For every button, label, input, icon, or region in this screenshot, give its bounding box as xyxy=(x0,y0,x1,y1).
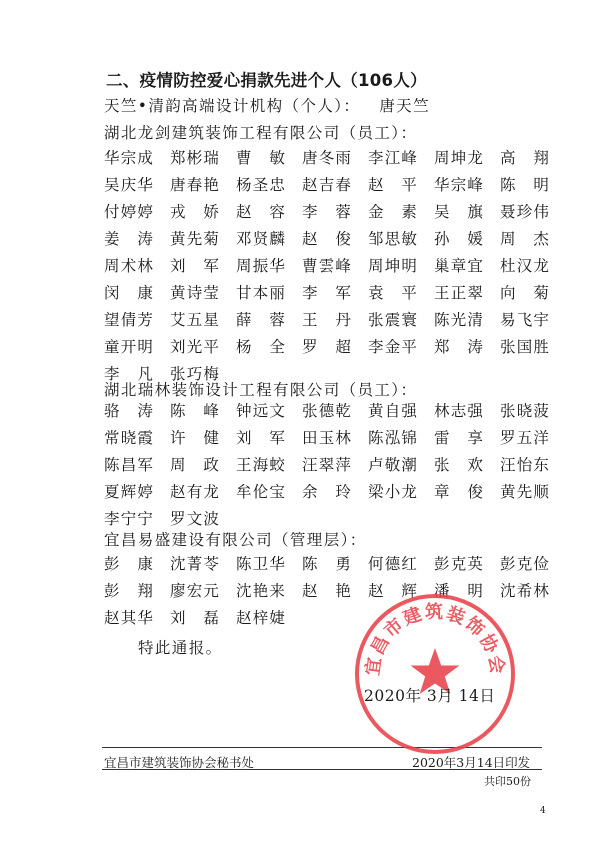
person-name: 邓贤麟 xyxy=(236,230,287,248)
name-row xyxy=(104,479,551,506)
footer-print-date: 2020年3月14日印发 xyxy=(412,755,531,770)
person-name: 易飞宇 xyxy=(500,311,551,329)
person-name: 邹思敏 xyxy=(368,230,419,248)
person-name: 王 丹 xyxy=(302,311,353,329)
person-name: 杨圣忠 xyxy=(236,176,287,194)
person-name: 骆 涛 xyxy=(104,402,155,420)
person-name: 刘 军 xyxy=(170,257,221,275)
name-row xyxy=(104,307,551,334)
person-name: 王正翠 xyxy=(434,284,485,302)
person-name: 李宁宁 xyxy=(104,510,155,528)
name-row xyxy=(104,452,551,479)
person-name: 曹雲峰 xyxy=(302,257,353,275)
person-name: 黄先菊 xyxy=(170,230,221,248)
person-name: 张震寰 xyxy=(368,311,419,329)
person-name: 杨 全 xyxy=(236,338,287,356)
name-grid-longjian xyxy=(104,145,551,388)
person-name: 吴庆华 xyxy=(104,176,155,194)
name-grid-ruilin xyxy=(104,398,551,533)
name-row xyxy=(104,334,551,361)
person-name: 童开明 xyxy=(104,338,155,356)
footer-copies: 共印50份 xyxy=(484,775,531,788)
section-title-longjian: 湖北龙剑建筑装饰工程有限公司（员工）： xyxy=(104,124,418,142)
person-name: 章 俊 xyxy=(434,483,485,501)
person-name: 唐冬雨 xyxy=(302,149,353,167)
name-row xyxy=(104,551,551,578)
name-row xyxy=(104,398,551,425)
person-name: 聂珍伟 xyxy=(500,203,551,221)
person-name: 牟伦宝 xyxy=(236,483,287,501)
person-name: 潘 明 xyxy=(434,582,485,600)
person-name: 艾五星 xyxy=(170,311,221,329)
person-name: 黄先顺 xyxy=(500,483,551,501)
person-name: 何德红 xyxy=(368,555,419,573)
name-row xyxy=(104,425,551,452)
person-name: 陈泓锦 xyxy=(368,429,419,447)
person-name: 周坤龙 xyxy=(434,149,485,167)
person-name: 罗文波 xyxy=(170,510,221,528)
name-row xyxy=(104,226,551,253)
person-name: 赵梓婕 xyxy=(236,609,287,627)
person-name: 华宗成 xyxy=(104,149,155,167)
person-name: 李 军 xyxy=(302,284,353,302)
person-name: 袁 平 xyxy=(368,284,419,302)
person-name: 周 杰 xyxy=(500,230,551,248)
person-name: 李江峰 xyxy=(368,149,419,167)
section-title-yisheng: 宜昌易盛建设有限公司（管理层）： xyxy=(104,531,367,549)
person-name: 刘光平 xyxy=(170,338,221,356)
person-name: 钟远文 xyxy=(236,402,287,420)
person-name: 孙 媛 xyxy=(434,230,485,248)
person-name: 李 凡 xyxy=(104,365,155,383)
person-name: 李 蓉 xyxy=(302,203,353,221)
person-name: 廖宏元 xyxy=(170,582,221,600)
person-name: 甘本丽 xyxy=(236,284,287,302)
person-name: 夏辉婷 xyxy=(104,483,155,501)
person-name: 金 素 xyxy=(368,203,419,221)
person-name: 周振华 xyxy=(236,257,287,275)
person-name: 梁小龙 xyxy=(368,483,419,501)
person-name: 高 翔 xyxy=(500,149,551,167)
closing-text: 特此通报。 xyxy=(138,639,223,657)
seal-arc-text: 宜昌市建筑装饰协会 xyxy=(362,602,508,677)
person-name: 吴 旗 xyxy=(434,203,485,221)
section-title-ruilin: 湖北瑞林装饰设计工程有限公司（员工）： xyxy=(104,381,418,399)
heading: 二、疫情防控爱心捐款先进个人（106人） xyxy=(106,71,427,90)
person-name: 刘 军 xyxy=(236,429,287,447)
individual-name: 唐天竺 xyxy=(379,97,430,115)
person-name: 华宗峰 xyxy=(434,176,485,194)
page-number: 4 xyxy=(540,806,546,816)
name-row xyxy=(104,145,551,172)
name-row xyxy=(104,199,551,226)
person-name: 汪怡东 xyxy=(500,456,551,474)
footer-issuer: 宜昌市建筑装饰协会秘书处 xyxy=(104,755,255,770)
person-name: 汪翠萍 xyxy=(302,456,353,474)
person-name: 付婷婷 xyxy=(104,203,155,221)
person-name: 赵有龙 xyxy=(170,483,221,501)
person-name: 张巧梅 xyxy=(170,365,221,383)
person-name: 沈艳来 xyxy=(236,582,287,600)
person-name: 赵其华 xyxy=(104,609,155,627)
footer-rule-bottom xyxy=(102,769,542,770)
person-name: 陈光清 xyxy=(434,311,485,329)
person-name: 张晓菠 xyxy=(500,402,551,420)
person-name: 姜 涛 xyxy=(104,230,155,248)
person-name: 罗五洋 xyxy=(500,429,551,447)
person-name: 唐春艳 xyxy=(170,176,221,194)
person-name: 郑 涛 xyxy=(434,338,485,356)
person-name: 许 健 xyxy=(170,429,221,447)
person-name: 刘 磊 xyxy=(170,609,221,627)
person-name: 赵 辉 xyxy=(368,582,419,600)
person-name: 周 政 xyxy=(170,456,221,474)
name-row xyxy=(104,280,551,307)
name-row xyxy=(104,172,551,199)
person-name: 王海蛟 xyxy=(236,456,287,474)
person-name: 望倩芳 xyxy=(104,311,155,329)
individual-line xyxy=(104,94,430,116)
person-name: 余 玲 xyxy=(302,483,353,501)
person-name: 雷 享 xyxy=(434,429,485,447)
person-name: 常晓霞 xyxy=(104,429,155,447)
person-name: 周术林 xyxy=(104,257,155,275)
individual-org: 天竺•清韵高端设计机构（个人）： xyxy=(104,97,361,115)
person-name: 薛 蓉 xyxy=(236,311,287,329)
name-row xyxy=(104,253,551,280)
person-name: 赵 艳 xyxy=(302,582,353,600)
person-name: 罗 超 xyxy=(302,338,353,356)
person-name: 向 菊 xyxy=(500,284,551,302)
person-name: 彭 翔 xyxy=(104,582,155,600)
person-name: 卢敬潮 xyxy=(368,456,419,474)
person-name: 赵吉春 xyxy=(302,176,353,194)
person-name: 黄自强 xyxy=(368,402,419,420)
person-name: 沈希林 xyxy=(500,582,551,600)
person-name: 李金平 xyxy=(368,338,419,356)
person-name: 郑彬瑞 xyxy=(170,149,221,167)
official-seal xyxy=(351,590,519,758)
person-name: 张德乾 xyxy=(302,402,353,420)
person-name: 闵 康 xyxy=(104,284,155,302)
person-name: 彭 康 xyxy=(104,555,155,573)
person-name: 戎 娇 xyxy=(170,203,221,221)
person-name: 巢章宜 xyxy=(434,257,485,275)
person-name: 彭克俭 xyxy=(500,555,551,573)
person-name: 陈 峰 xyxy=(170,402,221,420)
person-name: 赵 平 xyxy=(368,176,419,194)
person-name: 林志强 xyxy=(434,402,485,420)
person-name: 杜汉龙 xyxy=(500,257,551,275)
issue-date: 2020年 3月 14日 xyxy=(364,687,496,705)
person-name: 彭克英 xyxy=(434,555,485,573)
person-name: 曹 敏 xyxy=(236,149,287,167)
person-name: 赵 俊 xyxy=(302,230,353,248)
person-name: 陈卫华 xyxy=(236,555,287,573)
person-name: 赵 容 xyxy=(236,203,287,221)
person-name: 陈 明 xyxy=(500,176,551,194)
person-name: 陈 勇 xyxy=(302,555,353,573)
person-name: 黄诗莹 xyxy=(170,284,221,302)
person-name: 田玉林 xyxy=(302,429,353,447)
person-name: 沈菁苓 xyxy=(170,555,221,573)
person-name: 张国胜 xyxy=(500,338,551,356)
person-name: 张 欢 xyxy=(434,456,485,474)
person-name: 周坤明 xyxy=(368,257,419,275)
person-name: 陈昌军 xyxy=(104,456,155,474)
